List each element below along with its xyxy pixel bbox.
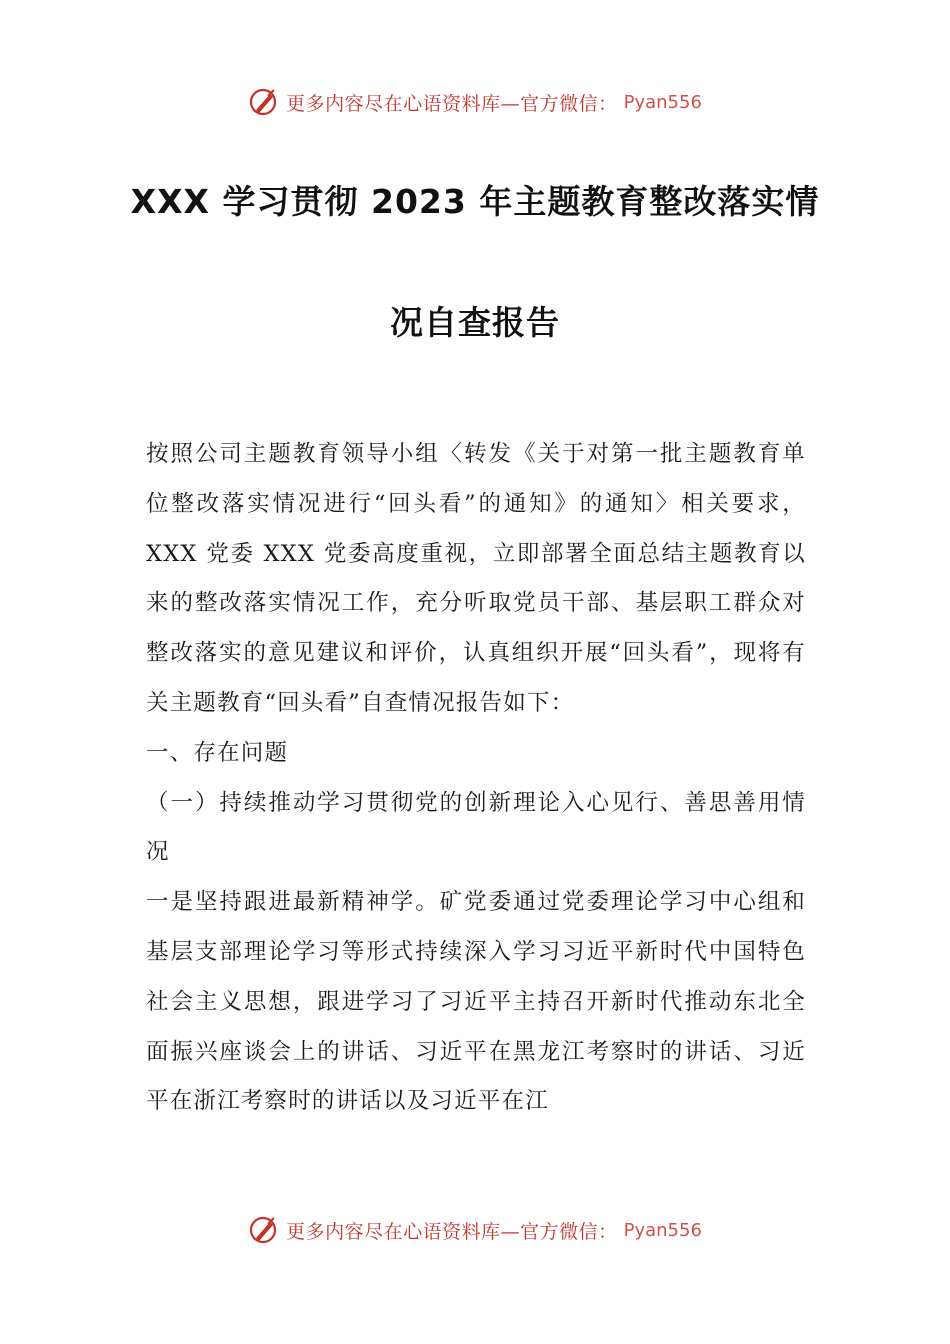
subsection-heading: （一）持续推动学习贯彻党的创新理论入心见行、善思善用情况 xyxy=(146,789,806,866)
intro-paragraph: 按照公司主题教育领导小组〈转发《关于对第一批主题教育单位整改落实情况进行“回头看”的通知》的通知〉相关要求，XXX 党委 XXX 党委高度重视，立即部署全面总结主题教育以来的整改落实情况工作，充分听取党员干部、基层职工群众对整改落实的意见建议和评价，认真组织开展“回头看”，现将有关主题教育“回头看”自查情况报告如下： xyxy=(146,441,806,716)
watermark-contact: Pyan556 xyxy=(623,91,702,113)
watermark-contact: Pyan556 xyxy=(623,1219,702,1241)
document-title-line-1: XXX 学习贯彻 2023 年主题教育整改落实情 xyxy=(130,182,820,221)
header-watermark xyxy=(0,86,950,118)
watermark-text: 更多内容尽在心语资料库—官方微信： xyxy=(286,1220,618,1243)
pen-circle-logo-icon xyxy=(248,86,280,118)
watermark-text: 更多内容尽在心语资料库—官方微信： xyxy=(286,92,618,115)
document-body xyxy=(146,430,806,1127)
section-heading: 一、存在问题 xyxy=(146,739,289,766)
body-paragraph: 一是坚持跟进最新精神学。矿党委通过党委理论学习中心组和基层支部理论学习等形式持续深入学习习近平新时代中国特色社会主义思想，跟进学习了习近平主持召开新时代推动东北全面振兴座谈会上的讲话、习近平在黑龙江考察时的讲话、习近平在浙江考察时的讲话以及习近平在江 xyxy=(146,889,806,1115)
footer-watermark xyxy=(0,1214,950,1246)
pen-circle-logo-icon xyxy=(248,1214,280,1246)
document-title-line-2: 况自查报告 xyxy=(390,303,560,342)
